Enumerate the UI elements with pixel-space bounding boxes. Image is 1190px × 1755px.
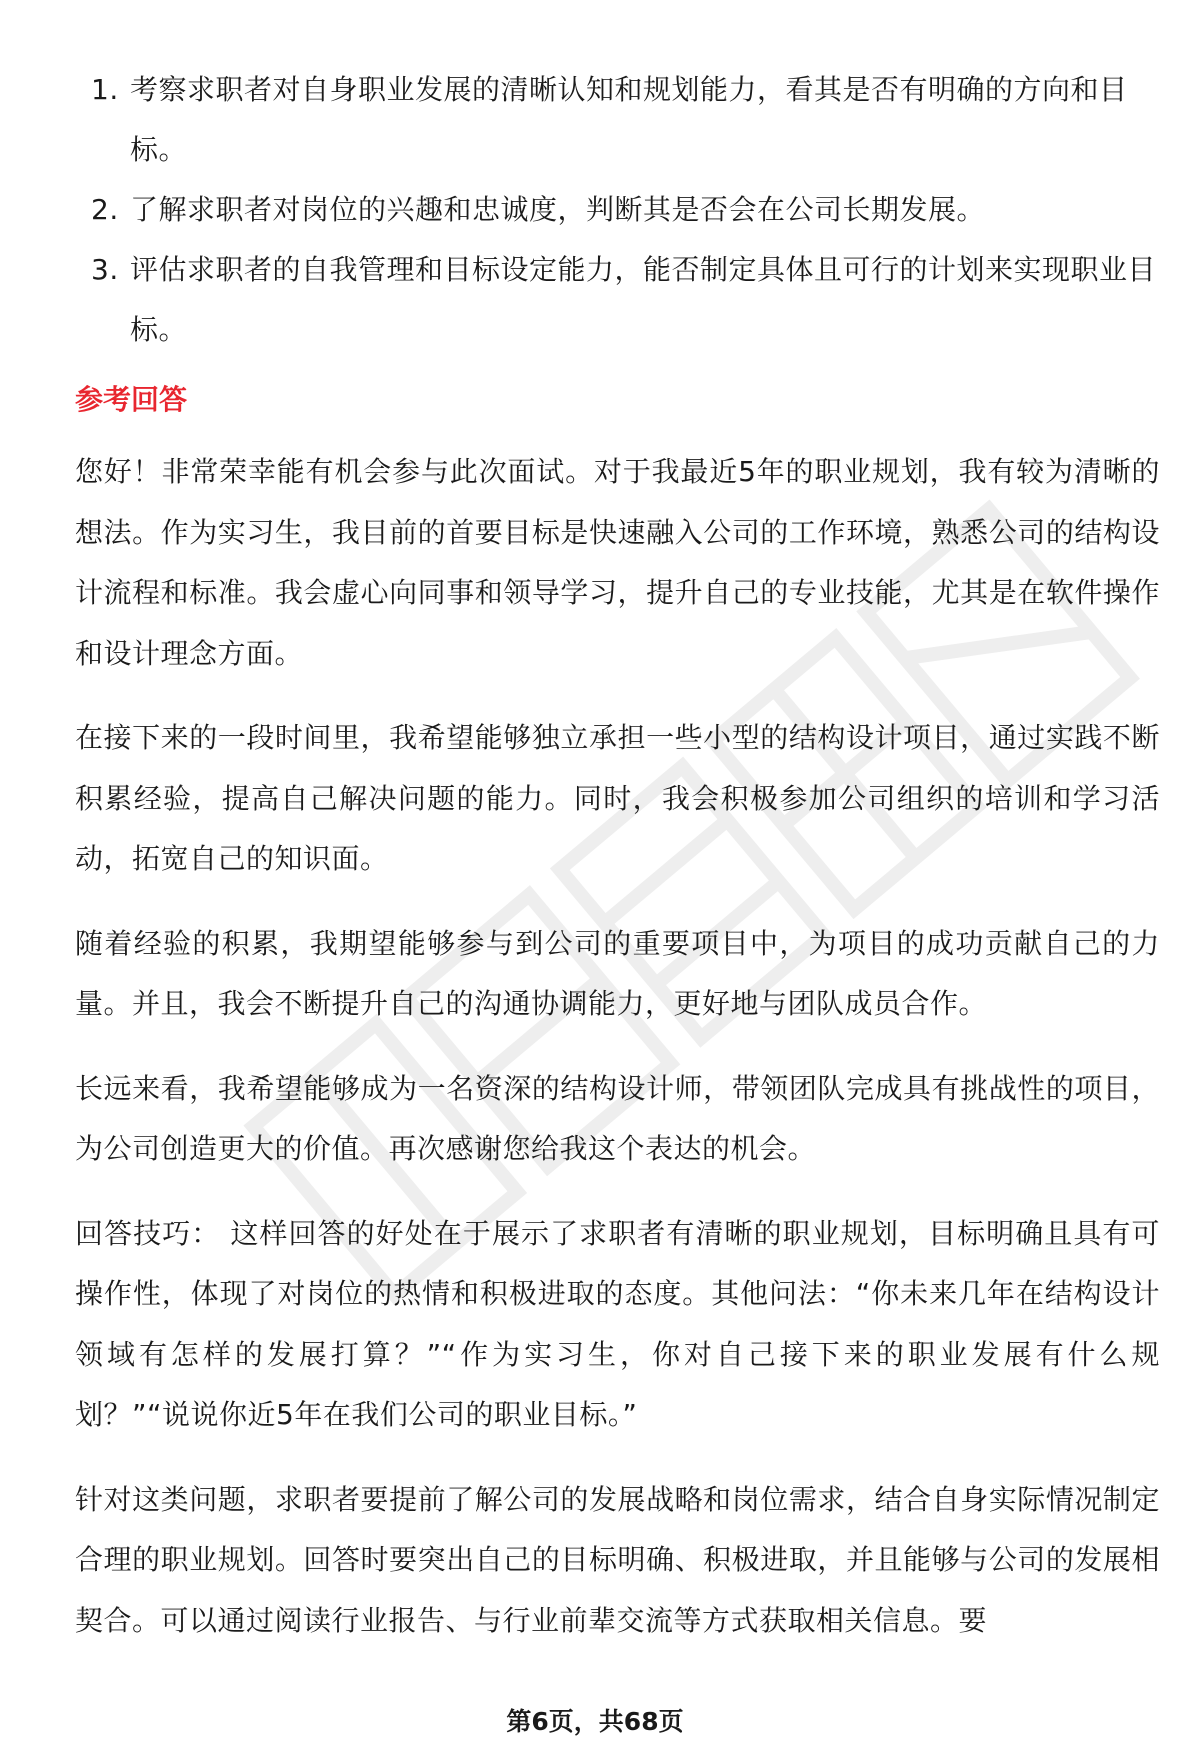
answer-paragraph: 长远来看，我希望能够成为一名资深的结构设计师，带领团队完成具有挑战性的项目，为公司创造更大的价值。再次感谢您给我这个表达的机会。	[75, 1071, 1160, 1165]
answer-paragraph: 随着经验的积累，我期望能够参与到公司的重要项目中，为项目的成功贡献自己的力量。并且，我会不断提升自己的沟通协调能力，更好地与团队成员合作。	[75, 926, 1160, 1020]
list-item-number: 1.	[91, 73, 119, 106]
answer-paragraph: 您好！非常荣幸能有机会参与此次面试。对于我最近5年的职业规划，我有较为清晰的想法。作为实习生，我目前的首要目标是快速融入公司的工作环境，熟悉公司的结构设计流程和标准。我会虚心向同事和领导学习，提升自己的专业技能，尤其是在软件操作和设计理念方面。	[75, 455, 1160, 670]
list-item	[75, 240, 1160, 360]
list-item	[75, 60, 1160, 180]
purpose-list	[75, 60, 1160, 360]
list-item-text: 考察求职者对自身职业发展的清晰认知和规划能力，看其是否有明确的方向和目标。	[130, 73, 1128, 166]
reference-answer-heading: 参考回答	[75, 383, 188, 416]
document-body	[75, 60, 1160, 1675]
list-item-text: 评估求职者的自我管理和目标设定能力，能否制定具体且可行的计划来实现职业目标。	[130, 253, 1157, 346]
advice-paragraph: 针对这类问题，求职者要提前了解公司的发展战略和岗位需求，结合自身实际情况制定合理的职业规划。回答时要突出自己的目标明确、积极进取，并且能够与公司的发展相契合。可以通过阅读行业报告、与行业前辈交流等方式获取相关信息。要	[75, 1482, 1160, 1637]
answer-tips-paragraph: 回答技巧： 这样回答的好处在于展示了求职者有清晰的职业规划，目标明确且具有可操作性，体现了对岗位的热情和积极进取的态度。其他问法：“你未来几年在结构设计领域有怎样的发展打算？”“作为实习生，你对自己接下来的职业发展有什么规划？”“说说你近5年在我们公司的职业目标。”	[75, 1216, 1160, 1431]
list-item	[75, 180, 1160, 240]
list-item-number: 2.	[91, 193, 119, 226]
list-item-number: 3.	[91, 253, 119, 286]
page-number-footer: 第6页，共68页	[506, 1707, 684, 1736]
list-item-text: 了解求职者对岗位的兴趣和忠诚度，判断其是否会在公司长期发展。	[130, 193, 986, 226]
answer-paragraph: 在接下来的一段时间里，我希望能够独立承担一些小型的结构设计项目，通过实践不断积累经验，提高自己解决问题的能力。同时，我会积极参加公司组织的培训和学习活动，拓宽自己的知识面。	[75, 721, 1160, 875]
